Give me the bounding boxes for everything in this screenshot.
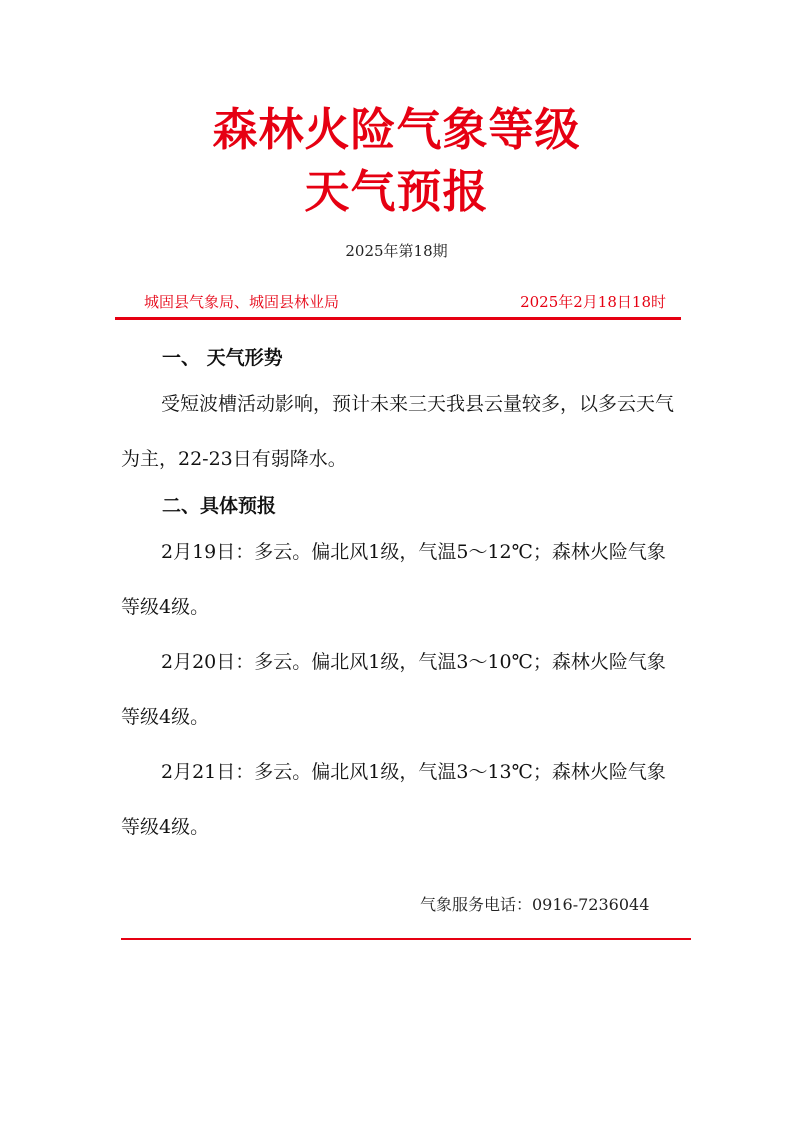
service-phone: 气象服务电话：0916-7236044 — [420, 895, 650, 914]
forecast-day-1: 2月19日：多云。偏北风1级，气温5～12℃；森林火险气象等级4级。 — [121, 541, 666, 618]
issue-number: 2025年第18期 — [345, 242, 448, 260]
footer-divider — [121, 938, 691, 940]
section-heading-weather-situation: 一、 天气形势 — [162, 347, 283, 369]
forecast-day-2: 2月20日：多云。偏北风1级，气温3～10℃；森林火险气象等级4级。 — [121, 651, 666, 728]
issue-date: 2025年2月18日18时 — [520, 293, 666, 311]
weather-situation-paragraph: 受短波槽活动影响，预计未来三天我县云量较多，以多云天气为主，22-23日有弱降水。 — [121, 393, 675, 470]
section-heading-detailed-forecast: 二、具体预报 — [162, 495, 277, 517]
issuer: 城固县气象局、城固县林业局 — [144, 293, 340, 311]
forecast-day-3: 2月21日：多云。偏北风1级，气温3～13℃；森林火险气象等级4级。 — [121, 761, 666, 838]
title-line-1: 森林火险气象等级 — [212, 103, 581, 156]
title-line-2: 天气预报 — [304, 165, 489, 218]
header-divider — [115, 317, 681, 320]
